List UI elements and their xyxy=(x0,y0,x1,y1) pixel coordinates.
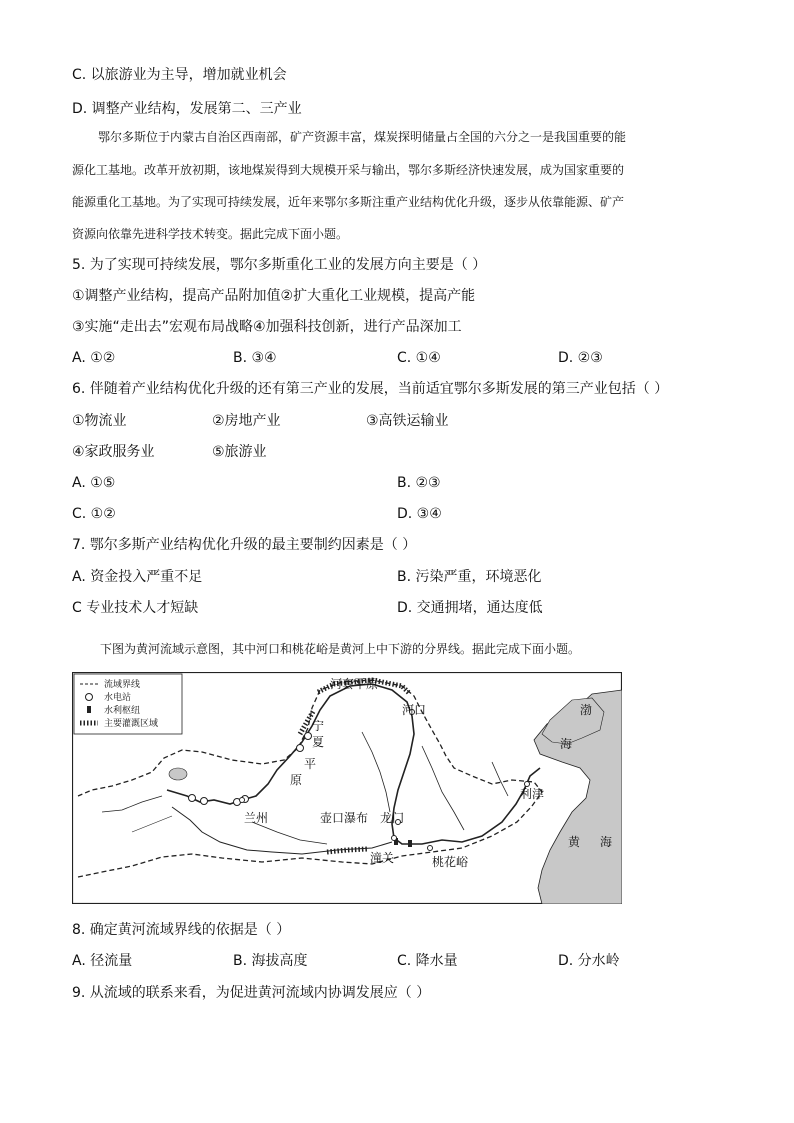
label-ping: 平 xyxy=(304,757,317,771)
label-hekou: 河口 xyxy=(402,703,427,717)
hydropower-icon xyxy=(86,694,93,701)
question-6-option-b[interactable]: B. ②③ xyxy=(397,475,441,491)
question-8-option-d[interactable]: D. 分水岭 xyxy=(558,953,620,969)
label-bo: 渤 xyxy=(580,703,593,717)
passage-yellow-river: 下图为黄河流域示意图，其中河口和桃花峪是黄河上中下游的分界线。据此完成下面小题。 xyxy=(100,642,581,656)
passage-line: 鄂尔多斯位于内蒙古自治区西南部，矿产资源丰富，煤炭探明储量占全国的六分之一是我国重要的能 xyxy=(98,130,627,144)
legend-boundary: 流域界线 xyxy=(104,680,141,690)
legend-irrigation: 主要灌溉区域 xyxy=(104,719,159,729)
question-6-stem: 6. 伴随着产业结构优化升级的还有第三产业的发展，当前适宜鄂尔多斯发展的第三产业包括（ ） xyxy=(72,381,669,397)
legend-hydro: 水电站 xyxy=(104,693,132,703)
question-7-option-c[interactable]: C 专业技术人才短缺 xyxy=(72,600,199,616)
label-lanzhou: 兰州 xyxy=(244,811,269,825)
option-d-text: D. 调整产业结构，发展第二、三产业 xyxy=(72,101,302,117)
question-7-option-a[interactable]: A. 资金投入严重不足 xyxy=(72,569,203,585)
label-yuan: 原 xyxy=(290,773,303,787)
label-hetao: 河套平原 xyxy=(330,677,379,691)
question-6-item-5: ⑤旅游业 xyxy=(212,444,267,460)
question-7-stem: 7. 鄂尔多斯产业结构优化升级的最主要制约因素是（ ） xyxy=(72,537,417,553)
question-6-item-2: ②房地产业 xyxy=(212,413,281,429)
label-hai-1: 海 xyxy=(560,737,573,751)
label-lijin: 利津 xyxy=(520,787,545,801)
map-legend xyxy=(74,674,182,734)
label-hai-2: 海 xyxy=(600,835,613,849)
question-6-option-c[interactable]: C. ①② xyxy=(72,506,116,522)
question-6-option-d[interactable]: D. ③④ xyxy=(397,506,442,522)
label-longmen: 龙门 xyxy=(380,811,405,825)
question-6-item-1: ①物流业 xyxy=(72,413,127,429)
question-5-option-b[interactable]: B. ③④ xyxy=(233,350,277,366)
passage-line: 能源重化工基地。为了实现可持续发展，近年来鄂尔多斯注重产业结构优化升级，逐步从依靠能源、矿产 xyxy=(72,195,625,209)
question-6-item-3: ③高铁运输业 xyxy=(366,413,449,429)
question-5-stem: 5. 为了实现可持续发展，鄂尔多斯重化工业的发展方向主要是（ ） xyxy=(72,257,487,273)
qinghai-lake xyxy=(169,768,187,780)
lanzhou-dot xyxy=(240,798,245,803)
passage-line: 资源向依靠先进科学技术转变。据此完成下面小题。 xyxy=(72,227,349,241)
yellow-river-basin-map xyxy=(72,672,622,904)
legend-hub: 水利枢纽 xyxy=(104,706,141,716)
question-7-option-d[interactable]: D. 交通拥堵，通达度低 xyxy=(397,600,543,616)
label-ning: 宁 xyxy=(312,719,325,733)
option-c-text: C. 以旅游业为主导，增加就业机会 xyxy=(72,67,287,83)
question-6-option-a[interactable]: A. ①⑤ xyxy=(72,475,116,491)
question-9-stem: 9. 从流域的联系来看，为促进黄河流域内协调发展应（ ） xyxy=(72,985,431,1001)
question-8-option-a[interactable]: A. 径流量 xyxy=(72,953,133,969)
question-5-option-d[interactable]: D. ②③ xyxy=(558,350,603,366)
question-7-option-b[interactable]: B. 污染严重，环境恶化 xyxy=(397,569,542,585)
label-xia: 夏 xyxy=(312,735,325,749)
passage-line: 源化工基地。改革开放初期，该地煤炭得到大规模开采与输出，鄂尔多斯经济快速发展，成为国家重要的 xyxy=(72,163,625,177)
taohuayu-dot xyxy=(428,846,433,851)
question-8-stem: 8. 确定黄河流域界线的依据是（ ） xyxy=(72,922,291,938)
tongguan-dot xyxy=(392,836,397,841)
question-5-statement-1: ①调整产业结构，提高产品附加值②扩大重化工业规模，提高产能 xyxy=(72,288,476,304)
label-hukou: 壶口瀑布 xyxy=(320,811,369,825)
label-tongguan: 潼关 xyxy=(370,851,395,865)
lijin-dot xyxy=(525,782,530,787)
question-8-option-c[interactable]: C. 降水量 xyxy=(397,953,458,969)
question-5-statement-2: ③实施“走出去”宏观布局战略④加强科技创新，进行产品深加工 xyxy=(72,319,462,335)
label-taohuayu: 桃花峪 xyxy=(432,855,469,869)
question-6-item-4: ④家政服务业 xyxy=(72,444,155,460)
question-5-option-c[interactable]: C. ①④ xyxy=(397,350,441,366)
label-huang: 黄 xyxy=(568,835,581,849)
question-5-option-a[interactable]: A. ①② xyxy=(72,350,116,366)
question-8-option-b[interactable]: B. 海拔高度 xyxy=(233,953,308,969)
water-hub-icon xyxy=(87,706,91,713)
